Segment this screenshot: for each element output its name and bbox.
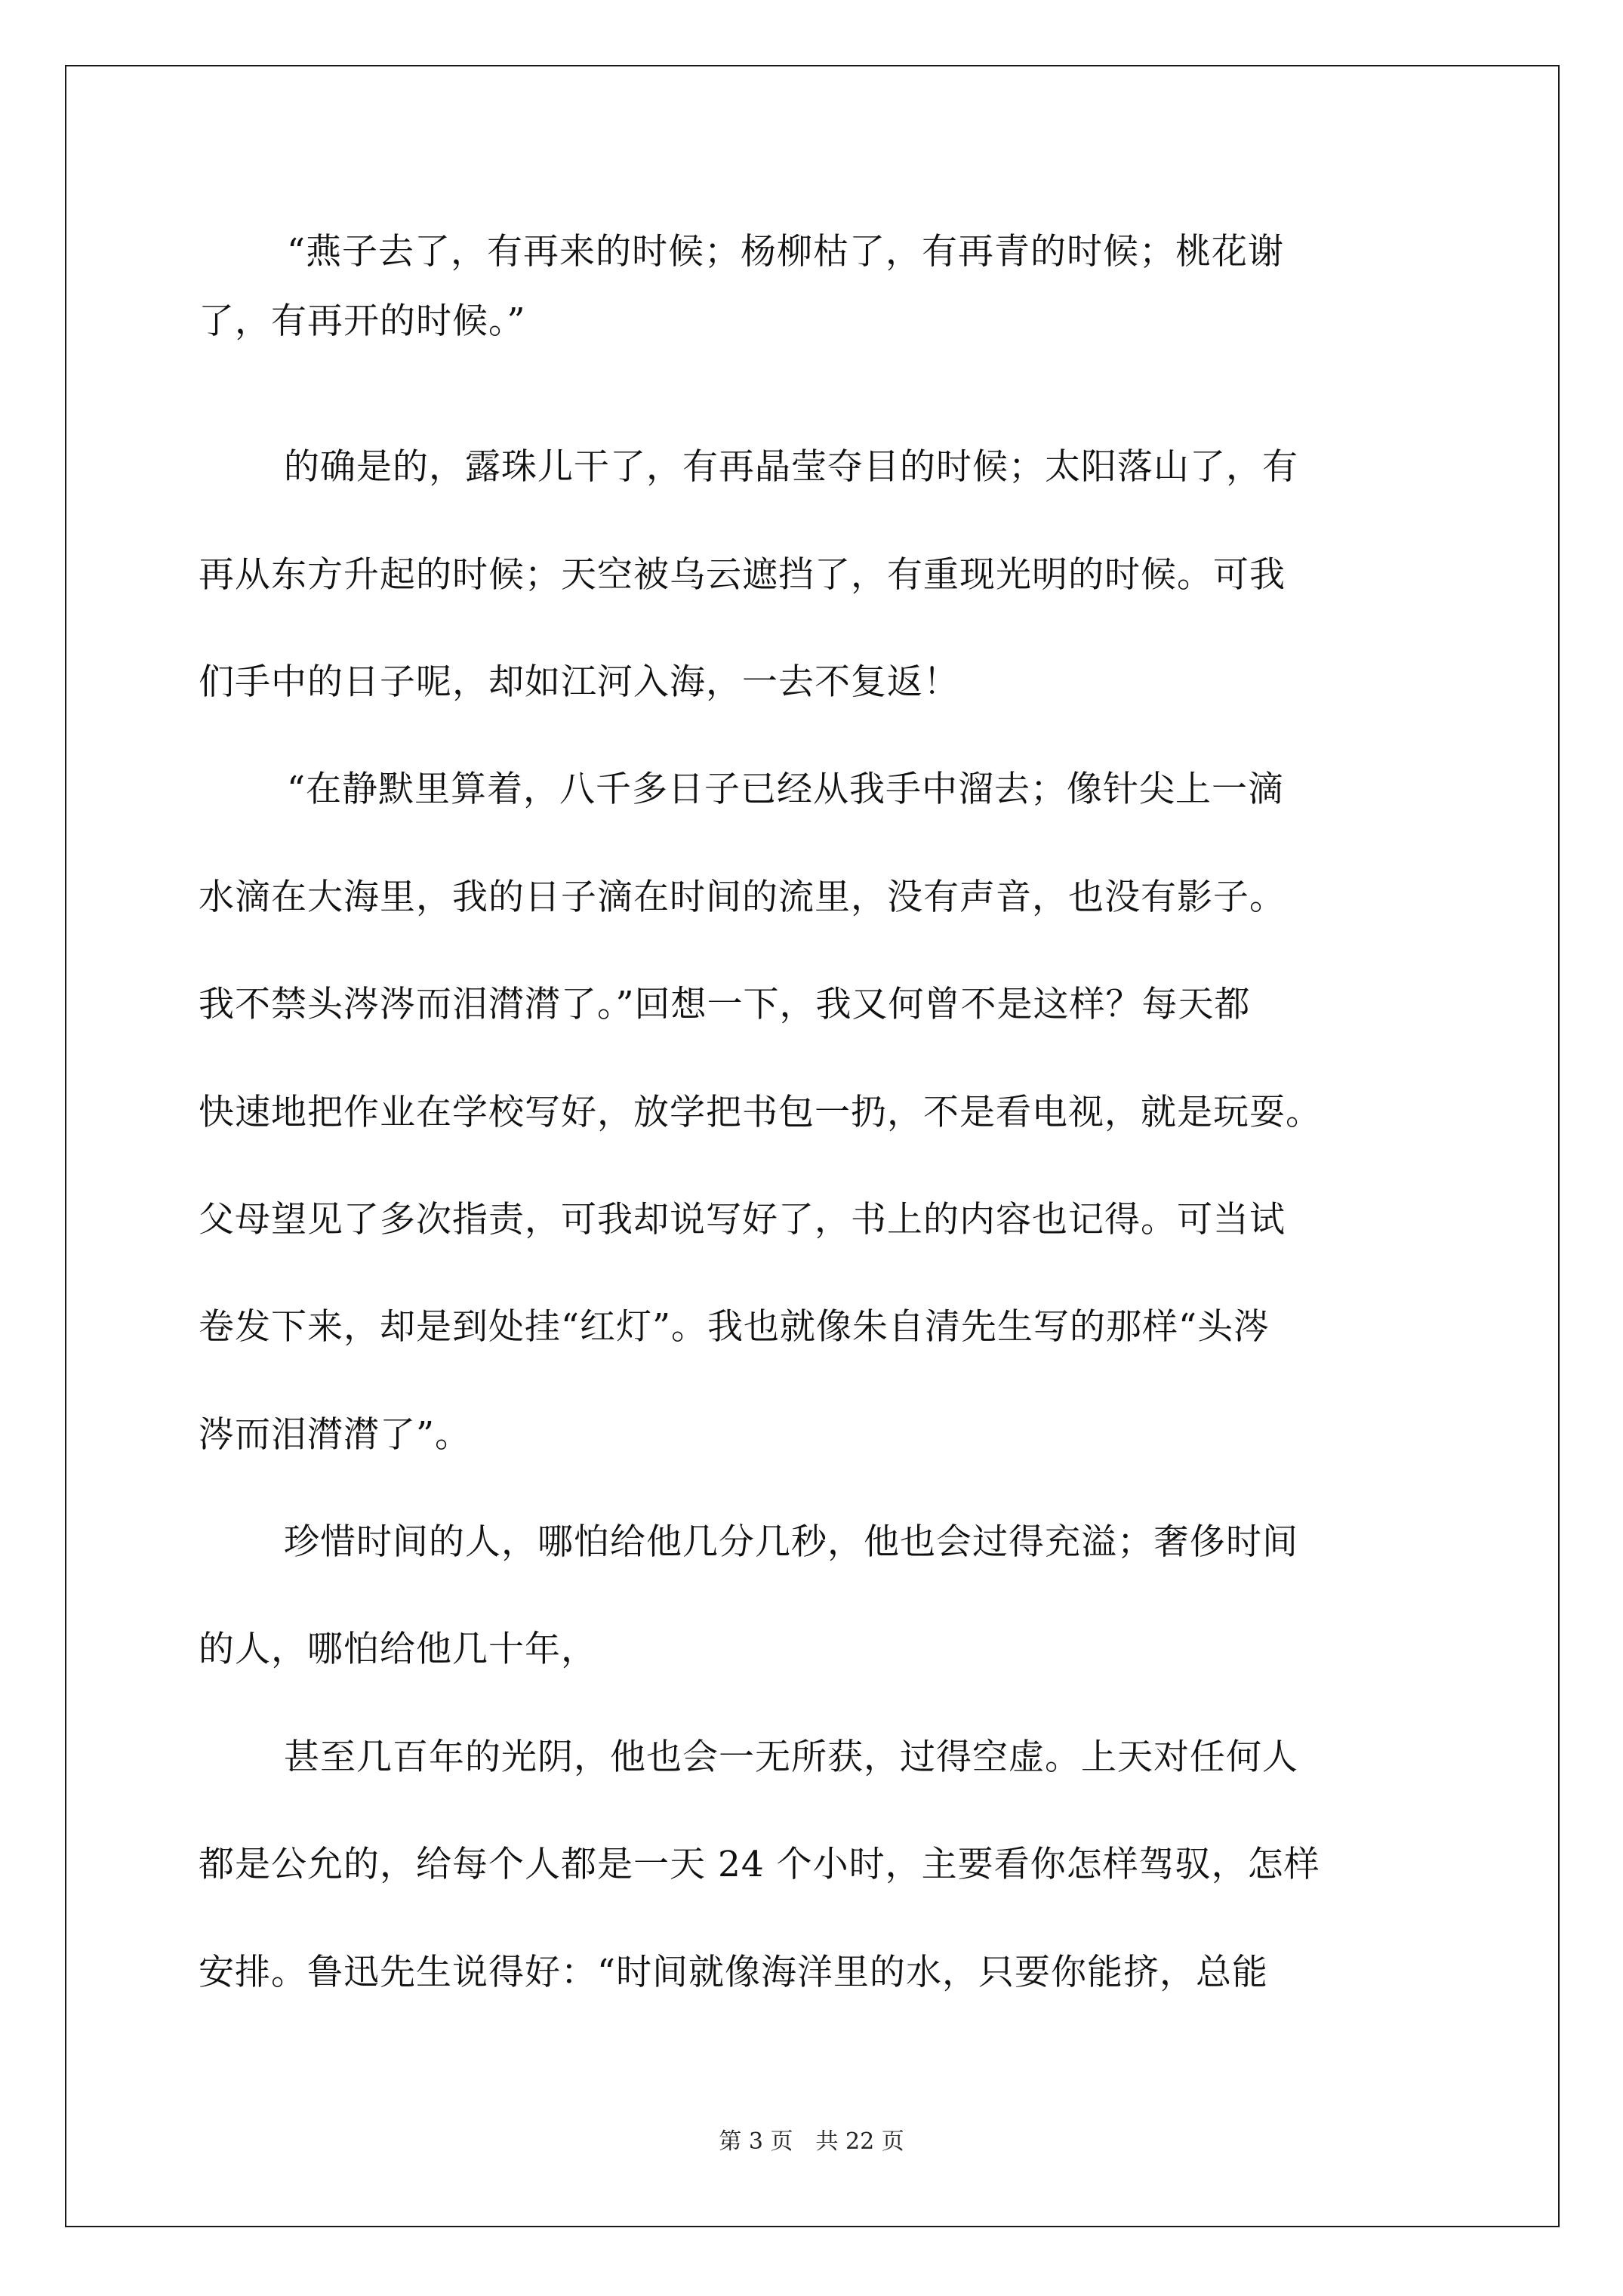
text-line: 快速地把作业在学校写好，放学把书包一扔，不是看电视，就是玩耍。 — [199, 1092, 1322, 1133]
page-number: 第 3 页 共 22 页 — [719, 2128, 904, 2155]
text-line: 都是公允的，给每个人都是一天 24 个小时，主要看你怎样驾驭，怎样 — [199, 1844, 1320, 1885]
text-line: 涔而泪潸潸了”。 — [199, 1414, 472, 1456]
text-line: 再从东方升起的时候；天空被乌云遮挡了，有重现光明的时候。可我 — [199, 554, 1286, 596]
text-line: 们手中的日子呢，却如江河入海，一去不复返！ — [199, 661, 959, 703]
text-line: 水滴在大海里，我的日子滴在时间的流里，没有声音，也没有影子。 — [199, 877, 1286, 918]
text-line: 卷发下来，却是到处挂“红灯”。我也就像朱自清先生写的那样“头涔 — [199, 1306, 1270, 1348]
text-line: 的确是的，露珠儿干了，有再晶莹夺目的时候；太阳落山了，有 — [284, 446, 1298, 488]
page-border — [65, 65, 1560, 2227]
text-line: “在静默里算着，八千多日子已经从我手中溜去；像针尖上一滴 — [287, 769, 1285, 810]
text-line: 了，有再开的时候。” — [199, 300, 526, 342]
text-line: 父母望见了多次指责，可我却说写好了，书上的内容也记得。可当试 — [199, 1199, 1286, 1240]
text-line: 甚至几百年的光阴，他也会一无所获，过得空虚。上天对任何人 — [284, 1737, 1298, 1778]
text-line: 的人，哪怕给他几十年， — [199, 1629, 597, 1670]
text-line: 我不禁头涔涔而泪潸潸了。”回想一下，我又何曾不是这样？每天都 — [199, 984, 1251, 1025]
text-line: “燕子去了，有再来的时候；杨柳枯了，有再青的时候；桃花谢 — [287, 231, 1285, 273]
text-line: 珍惜时间的人，哪怕给他几分几秒，他也会过得充溢；奢侈时间 — [284, 1521, 1298, 1563]
text-line: 安排。鲁迅先生说得好：“时间就像海洋里的水，只要你能挤，总能 — [199, 1952, 1269, 1993]
